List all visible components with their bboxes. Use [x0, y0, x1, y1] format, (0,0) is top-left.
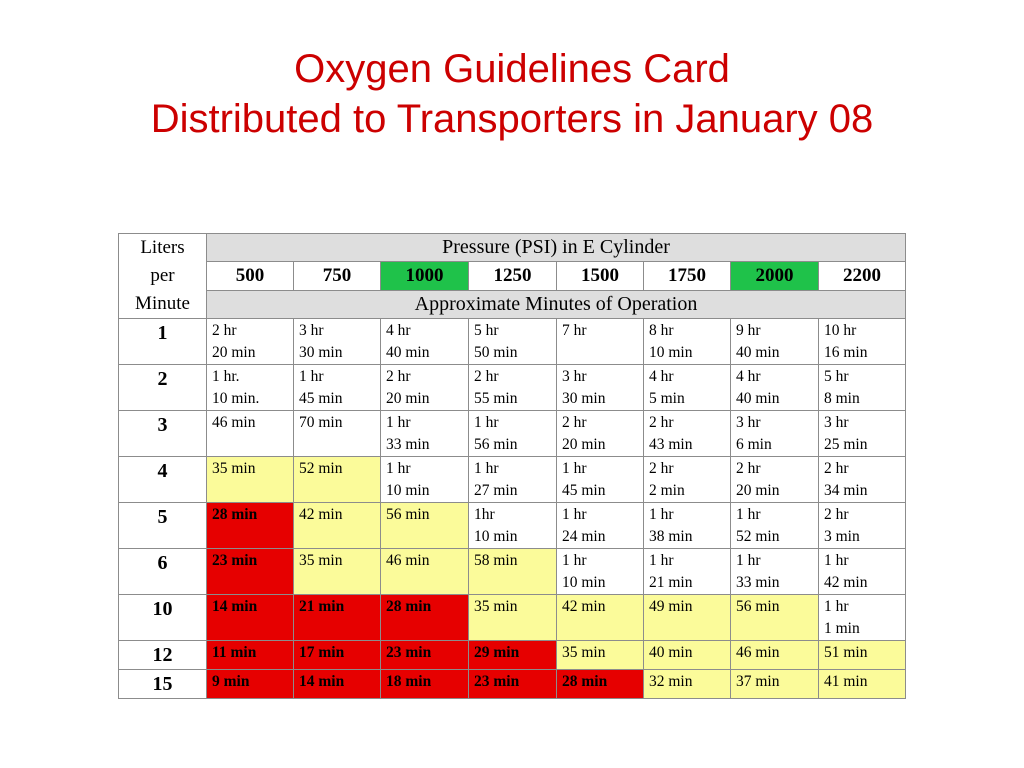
duration-line-2: 42 min [824, 573, 868, 591]
duration-cell [819, 595, 906, 641]
duration-line-1: 35 min [299, 552, 343, 569]
duration-line-1: 1 hr [736, 506, 761, 523]
duration-line-1: 37 min [736, 673, 780, 690]
pressure-1500: 1500 [557, 262, 644, 291]
duration-cell [381, 365, 469, 411]
duration-cell [294, 595, 381, 641]
duration-line-1: 32 min [649, 673, 693, 690]
duration-cell [557, 670, 644, 699]
duration-line-1: 7 hr [562, 322, 587, 339]
duration-cell [469, 549, 557, 595]
duration-cell [644, 365, 731, 411]
duration-cell [557, 595, 644, 641]
duration-line-2: 27 min [474, 481, 518, 499]
duration-line-2: 45 min [299, 389, 343, 407]
duration-cell [207, 549, 294, 595]
pressure-1750: 1750 [644, 262, 731, 291]
duration-line-1: 1 hr [562, 460, 587, 477]
minutes-header: Approximate Minutes of Operation [207, 291, 906, 319]
duration-line-2: 8 min [824, 389, 860, 407]
duration-cell [557, 641, 644, 670]
duration-line-1: 56 min [386, 506, 430, 523]
duration-line-2: 55 min [474, 389, 518, 407]
duration-cell [207, 595, 294, 641]
duration-line-1: 3 hr [824, 414, 849, 431]
duration-line-2: 20 min [736, 481, 780, 499]
duration-line-2: 33 min [386, 435, 430, 453]
liters-per-minute-header [119, 234, 207, 319]
duration-line-1: 42 min [562, 598, 606, 615]
duration-cell [294, 457, 381, 503]
lpm-cell: 2 [119, 365, 207, 411]
duration-line-2: 52 min [736, 527, 780, 545]
duration-line-2: 43 min [649, 435, 693, 453]
duration-line-1: 5 hr [474, 322, 499, 339]
duration-line-1: 3 hr [736, 414, 761, 431]
duration-line-1: 2 hr [824, 506, 849, 523]
lpm-cell: 4 [119, 457, 207, 503]
duration-cell [557, 411, 644, 457]
table-row [119, 319, 906, 365]
duration-line-1: 9 min [212, 673, 250, 690]
duration-line-2: 10 min. [212, 389, 260, 407]
duration-cell [469, 670, 557, 699]
duration-line-2: 40 min [386, 343, 430, 361]
duration-cell [644, 319, 731, 365]
duration-cell [294, 411, 381, 457]
duration-line-1: 3 hr [562, 368, 587, 385]
duration-line-2: 3 min [824, 527, 860, 545]
duration-cell [644, 641, 731, 670]
duration-cell [819, 503, 906, 549]
duration-line-1: 1 hr [824, 598, 849, 615]
table-row [119, 641, 906, 670]
table-row [119, 549, 906, 595]
duration-cell [731, 595, 819, 641]
duration-line-1: 46 min [386, 552, 430, 569]
duration-line-1: 28 min [212, 506, 258, 523]
duration-line-1: 42 min [299, 506, 343, 523]
duration-line-2: 10 min [474, 527, 518, 545]
duration-line-2: 20 min [212, 343, 256, 361]
duration-cell [294, 503, 381, 549]
duration-cell [731, 549, 819, 595]
duration-cell [557, 549, 644, 595]
duration-line-1: 2 hr [824, 460, 849, 477]
duration-line-1: 3 hr [299, 322, 324, 339]
duration-cell [207, 319, 294, 365]
duration-line-2: 10 min [562, 573, 606, 591]
duration-line-2: 1 min [824, 619, 860, 637]
duration-line-2: 50 min [474, 343, 518, 361]
table-row [119, 411, 906, 457]
duration-cell [557, 319, 644, 365]
duration-line-1: 35 min [474, 598, 518, 615]
duration-line-2: 16 min [824, 343, 868, 361]
corner-line: Minute [135, 293, 190, 314]
duration-line-1: 4 hr [386, 322, 411, 339]
lpm-cell: 15 [119, 670, 207, 699]
duration-line-1: 29 min [474, 644, 520, 661]
duration-line-1: 1 hr [562, 552, 587, 569]
duration-line-2: 33 min [736, 573, 780, 591]
duration-line-1: 5 hr [824, 368, 849, 385]
table-row [119, 670, 906, 699]
duration-line-1: 46 min [736, 644, 780, 661]
duration-line-1: 10 hr [824, 322, 857, 339]
duration-cell [207, 411, 294, 457]
table-row [119, 503, 906, 549]
duration-cell [469, 457, 557, 503]
duration-line-1: 2 hr [212, 322, 237, 339]
page-title [0, 44, 1024, 144]
lpm-cell: 3 [119, 411, 207, 457]
duration-line-2: 34 min [824, 481, 868, 499]
duration-cell [557, 365, 644, 411]
duration-line-1: 14 min [299, 673, 345, 690]
duration-line-1: 9 hr [736, 322, 761, 339]
duration-cell [731, 319, 819, 365]
pressure-500: 500 [207, 262, 294, 291]
duration-line-1: 1 hr [736, 552, 761, 569]
pressure-2000: 2000 [731, 262, 819, 291]
duration-line-2: 45 min [562, 481, 606, 499]
duration-cell [731, 365, 819, 411]
corner-line: Liters [140, 237, 185, 258]
duration-line-1: 1 hr [474, 460, 499, 477]
duration-cell [819, 411, 906, 457]
duration-line-1: 1 hr [649, 506, 674, 523]
duration-line-1: 2 hr [736, 460, 761, 477]
duration-cell [644, 503, 731, 549]
duration-cell [819, 457, 906, 503]
duration-line-1: 1 hr [562, 506, 587, 523]
duration-line-1: 23 min [386, 644, 432, 661]
duration-cell [207, 641, 294, 670]
duration-line-1: 2 hr [649, 460, 674, 477]
lpm-cell: 5 [119, 503, 207, 549]
duration-line-1: 28 min [562, 673, 608, 690]
lpm-cell: 10 [119, 595, 207, 641]
duration-line-2: 40 min [736, 389, 780, 407]
duration-line-1: 1 hr [386, 460, 411, 477]
duration-line-1: 23 min [212, 552, 258, 569]
duration-line-1: 1hr [474, 506, 495, 523]
duration-line-2: 10 min [386, 481, 430, 499]
duration-line-1: 21 min [299, 598, 345, 615]
duration-line-1: 1 hr [386, 414, 411, 431]
duration-cell [469, 365, 557, 411]
duration-cell [644, 457, 731, 503]
duration-line-2: 2 min [649, 481, 685, 499]
duration-cell [557, 503, 644, 549]
table-body [119, 319, 906, 699]
duration-line-2: 25 min [824, 435, 868, 453]
duration-line-1: 35 min [212, 460, 256, 477]
title-line-1: Oxygen Guidelines Card [294, 47, 730, 91]
duration-line-2: 24 min [562, 527, 606, 545]
pressure-1250: 1250 [469, 262, 557, 291]
duration-line-1: 1 hr [299, 368, 324, 385]
duration-cell [819, 319, 906, 365]
lpm-cell: 1 [119, 319, 207, 365]
duration-cell [644, 670, 731, 699]
duration-line-2: 10 min [649, 343, 693, 361]
duration-line-2: 5 min [649, 389, 685, 407]
duration-cell [469, 319, 557, 365]
duration-line-2: 20 min [386, 389, 430, 407]
duration-cell [469, 595, 557, 641]
duration-cell [731, 503, 819, 549]
duration-line-2: 40 min [736, 343, 780, 361]
duration-line-1: 2 hr [649, 414, 674, 431]
duration-line-1: 70 min [299, 414, 343, 431]
duration-line-1: 2 hr [386, 368, 411, 385]
duration-cell [644, 411, 731, 457]
duration-line-2: 20 min [562, 435, 606, 453]
table-row [119, 595, 906, 641]
duration-line-2: 21 min [649, 573, 693, 591]
duration-cell [294, 641, 381, 670]
duration-line-2: 30 min [299, 343, 343, 361]
duration-line-1: 4 hr [736, 368, 761, 385]
duration-cell [644, 595, 731, 641]
duration-cell [381, 503, 469, 549]
duration-line-1: 2 hr [474, 368, 499, 385]
duration-line-1: 51 min [824, 644, 868, 661]
duration-line-1: 28 min [386, 598, 432, 615]
lpm-cell: 12 [119, 641, 207, 670]
table-row [119, 365, 906, 411]
lpm-cell: 6 [119, 549, 207, 595]
duration-line-1: 41 min [824, 673, 868, 690]
duration-cell [469, 641, 557, 670]
duration-line-2: 56 min [474, 435, 518, 453]
duration-line-1: 4 hr [649, 368, 674, 385]
duration-line-1: 49 min [649, 598, 693, 615]
duration-cell [644, 549, 731, 595]
duration-cell [381, 319, 469, 365]
duration-cell [819, 670, 906, 699]
duration-line-1: 58 min [474, 552, 518, 569]
duration-cell [469, 411, 557, 457]
duration-cell [207, 503, 294, 549]
duration-cell [381, 641, 469, 670]
duration-cell [819, 549, 906, 595]
duration-line-1: 46 min [212, 414, 256, 431]
duration-cell [381, 457, 469, 503]
duration-line-1: 35 min [562, 644, 606, 661]
pressure-header: Pressure (PSI) in E Cylinder [207, 234, 906, 262]
corner-line: per [150, 265, 175, 286]
duration-cell [819, 365, 906, 411]
duration-line-1: 11 min [212, 644, 257, 661]
pressure-2200: 2200 [819, 262, 906, 291]
duration-line-1: 2 hr [562, 414, 587, 431]
duration-cell [557, 457, 644, 503]
duration-line-1: 14 min [212, 598, 258, 615]
duration-line-1: 1 hr [824, 552, 849, 569]
pressure-1000: 1000 [381, 262, 469, 291]
duration-line-1: 56 min [736, 598, 780, 615]
duration-cell [207, 457, 294, 503]
duration-line-1: 1 hr. [212, 368, 240, 385]
duration-cell [381, 670, 469, 699]
duration-cell [381, 549, 469, 595]
duration-cell [731, 641, 819, 670]
duration-cell [731, 670, 819, 699]
duration-line-1: 8 hr [649, 322, 674, 339]
duration-cell [207, 365, 294, 411]
duration-cell [381, 411, 469, 457]
duration-line-1: 17 min [299, 644, 345, 661]
duration-line-1: 40 min [649, 644, 693, 661]
table-row [119, 457, 906, 503]
duration-line-2: 38 min [649, 527, 693, 545]
duration-cell [294, 319, 381, 365]
duration-cell [731, 411, 819, 457]
pressure-750: 750 [294, 262, 381, 291]
duration-line-2: 6 min [736, 435, 772, 453]
pressure-row [119, 262, 906, 291]
duration-line-2: 30 min [562, 389, 606, 407]
duration-cell [294, 365, 381, 411]
title-line-2: Distributed to Transporters in January 08 [150, 97, 874, 141]
duration-cell [469, 503, 557, 549]
duration-cell [207, 670, 294, 699]
oxygen-guidelines-table [118, 233, 906, 699]
duration-line-1: 23 min [474, 673, 520, 690]
duration-cell [294, 670, 381, 699]
duration-line-1: 18 min [386, 673, 432, 690]
duration-line-1: 1 hr [474, 414, 499, 431]
duration-line-1: 52 min [299, 460, 343, 477]
duration-cell [731, 457, 819, 503]
duration-line-1: 1 hr [649, 552, 674, 569]
duration-cell [294, 549, 381, 595]
duration-cell [381, 595, 469, 641]
duration-cell [819, 641, 906, 670]
